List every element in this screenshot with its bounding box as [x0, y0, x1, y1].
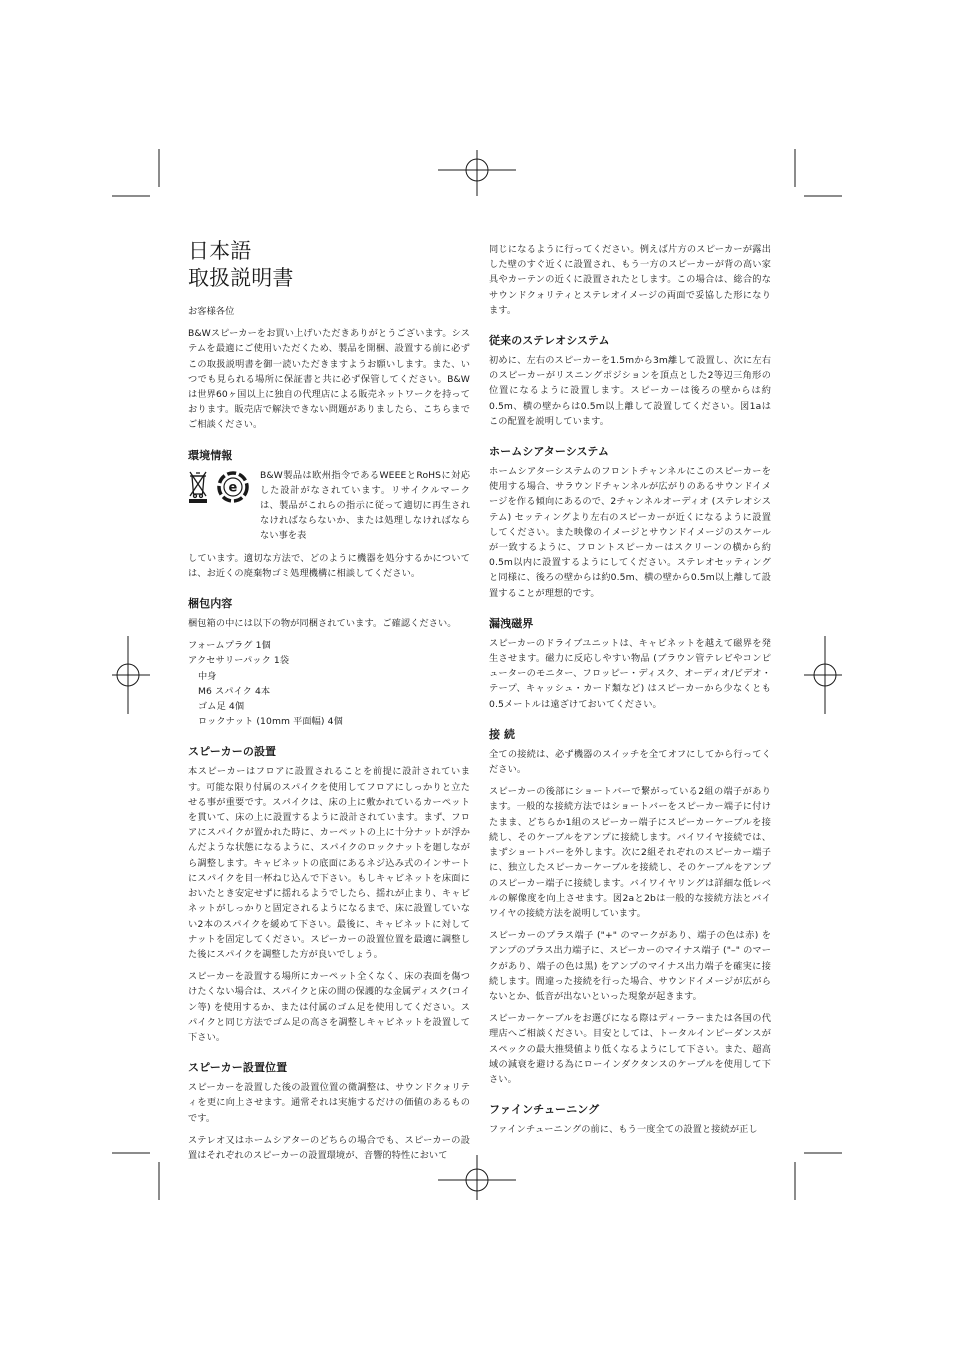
list-item: 中身	[198, 670, 217, 682]
environment-text: B&W製品は欧州指令であるWEEEとRoHSに対応した設計がなされています。リサイクルマークは、製品がこれらの指示に従って適切に再生されなければならないか、または処理しなければならない事を表	[260, 469, 470, 542]
speaker-position-paragraph-1: スピーカーを設置した後の設置位置の微調整は、サウンドクォリティを更に向上させます。通常それは実施するだけの価値のあるものです。	[188, 1082, 470, 1124]
speaker-installation-paragraph-1: 本スピーカーはフロアに設置されることを前提に設計されています。可能な限り付属のスパイクを使用してフロアにしっかりと立たせる事が重要です。スパイクは、床の上に敷かれているカーペットを貫いて、床の上に設置するように設計されています。まず、フロアにスパイクが置かれた時に、カーペットの上に十分ナットが浮かんだような状態になるように、スパイクのロックナットを廻しながら調整します。キャビネットの底面にあるネジ込み式のインサートにスパイクを目一杯ねじ込んで下さい。もしキャビネットを床面においたとき安定せずに揺れるようでしたら、揺れが止まり、キャビネットがしっかりと固定されるようになるまで、床に設置していない2本のスパイクを緩めて下さい。最後に、キャビネットに対してナットを固定してください。スピーカーの設置位置を最適に調整した後にスパイクを調整した方が良いでしょう。	[188, 766, 470, 960]
document-title: 日本語	[188, 239, 252, 263]
environment-icons	[188, 468, 260, 504]
speaker-position-paragraph-2: ステレオ又はホームシアターのどちらの場合でも、スピーカーの設置はそれぞれのスピーカーの設置環境が、音響的特性において	[188, 1134, 470, 1161]
environment-section	[188, 468, 470, 551]
package-contents-list	[188, 638, 470, 729]
list-item: M6 スパイク 4本	[198, 685, 271, 697]
package-contents-text: 梱包箱の中には以下の物が同梱されています。ご確認ください。	[188, 618, 457, 630]
package-contents-heading: 梱包内容	[188, 597, 233, 611]
environment-heading: 環境情報	[188, 448, 233, 462]
fine-tuning-heading: ファインチューニング	[489, 1103, 600, 1117]
greeting: お客様各位	[188, 306, 235, 317]
speaker-installation-paragraph-2: スピーカーを設置する場所にカーペット全くなく、床の表面を傷つけたくない場合は、スパイクと床の間の保護的な金属ディスク(コイン等) を使用するか、または付属のゴム足を使用してください。スパイクと同じ方法でゴム足の高さを調整しキャビネットを設置して下さい。	[188, 971, 470, 1043]
right-column	[489, 242, 771, 1144]
list-item: ロックナット (10mm 平面幅) 4個	[198, 716, 343, 728]
connection-heading: 接 続	[489, 727, 516, 741]
rohs-recycle-icon	[216, 470, 250, 504]
rohs-e-glyph: e	[228, 480, 238, 496]
registration-mark-right	[804, 636, 842, 714]
home-theater-heading: ホームシアターシステム	[489, 445, 610, 459]
list-item: フォームプラグ 1個	[188, 640, 271, 652]
left-column	[188, 238, 470, 1170]
stereo-system-paragraph: 初めに、左右のスピーカーを1.5mから3m離して設置し、次に左右のスピーカーがリスニングポジションを頂点とした2等辺三角形の位置になるように設置します。スピーカーは後ろの壁からは約0.5m、横の壁からは0.5m以上離して設置してください。図1aはこの配置を説明しています。	[489, 355, 771, 427]
registration-mark-left	[112, 636, 150, 714]
fine-tuning-paragraph: ファインチューニングの前に、もう一度全ての設置と接続が正し	[489, 1124, 758, 1136]
connection-paragraph-4: スピーカーケーブルをお選びになる際はディーラーまたは各国の代理店へご相談ください。目安としては、トータルインピーダンスがスペックの最大推奨値より低くなるようにして下さい。また、超高域の減衰を避ける為にローインダクタンスのケーブルを使用して下さい。	[489, 1013, 771, 1085]
speaker-position-heading: スピーカー設置位置	[188, 1061, 288, 1075]
environment-text-continued: しています。適切な方法で、どのように機器を処分するかについては、お近くの廃棄物ゴミ処理機構に相談してください。	[188, 552, 470, 579]
registration-mark-top	[438, 150, 516, 196]
connection-paragraph-3: スピーカーのプラス端子 ("+" のマークがあり、端子の色は赤) をアンプのプラス出力端子に、スピーカーのマイナス端子 ("–" のマークがあり、端子の色は黒) をアンプのマイナス出力端子を確実に接続します。間違った接続を行った場合、サウンドイメージが広がらないとか、低音が出ないといった現象が起きます。	[489, 930, 771, 1002]
intro-paragraph: B&Wスピーカーをお買い上げいただきありがとうございます。システムを最適にご使用いただくため、製品を開梱、設置する前に必ずこの取扱説明書を御一読いただきますようお願いします。また、いつでも見られる場所に保証書と共に必ず保管してください。B&Wは世界60ヶ国以上に独自の代理店による販売ネットワークを持っております。販売店で解決できない問題がありましたら、こちらまでご相談ください。	[188, 328, 470, 431]
connection-paragraph-1: 全ての接続は、必ず機器のスイッチを全てオフにしてから行ってください。	[489, 748, 771, 776]
position-continued-paragraph: 同じになるように行ってください。例えば片方のスピーカーが露出した壁のすぐ近くに設置され、もう一方のスピーカーが背の高い家具やカーテンの近くに設置されたとします。この場合は、総合的なサウンドクォリティとステレオイメージの両面で妥協した形になります。	[489, 244, 771, 316]
connection-paragraph-2: スピーカーの後部にショートバーで繋がっている2組の端子があります。一般的な接続方法ではショートバーをスピーカー端子に付けたまま、どちらか1組のスピーカー端子にスピーカーケーブルを接続し、そのケーブルをアンプに接続します。バイワイヤ接続では、まずショートバーを外します。次に2組それぞれのスピーカー端子に、独立したスピーカーケーブルを接続し、そのケーブルをアンプのスピーカー端子に接続します。バイワイヤリングは詳細な低レベルの解像度を向上させます。図2aと2bは一般的な接続方法とバイワイヤの接続方法を説明しています。	[489, 786, 771, 919]
list-item: ゴム足 4個	[198, 701, 245, 713]
document-subtitle: 取扱説明書	[188, 266, 294, 290]
magnetic-field-heading: 漏洩磁界	[489, 616, 534, 630]
weee-bin-icon	[188, 470, 208, 504]
stereo-system-heading: 従来のステレオシステム	[489, 334, 610, 348]
list-item: アクセサリーパック 1袋	[188, 655, 290, 667]
home-theater-paragraph: ホームシアターシステムのフロントチャンネルにこのスピーカーを使用する場合、サラウンドチャンネルが広がりのあるサウンドイメージを作る傾向にあるので、2チャンネルオーディオ (ステレオシステム) セッティングより左右のスピーカーが近くになるように設置してください。また映像のイメージとサウンドイメージのスケールが一致するように、フロントスピーカーはスクリーンの横から約0.5m以内に設置するようにしてください。ステレオセッティングと同様に、後ろの壁からは約0.5m、横の壁から0.5m以上離して設置することが理想的です。	[489, 466, 771, 599]
speaker-installation-heading: スピーカーの設置	[188, 745, 277, 759]
magnetic-field-paragraph: スピーカーのドライブユニットは、キャビネットを越えて磁界を発生させます。磁力に反応しやすい物品 (ブラウン管テレビやコンピューターのモニター、フロッピー・ディスク、オーディオ/ビデオ・テープ、キャッシュ・カード類など) はスピーカーから少なくとも0.5メートルは遠ざけておいてください。	[489, 637, 771, 710]
